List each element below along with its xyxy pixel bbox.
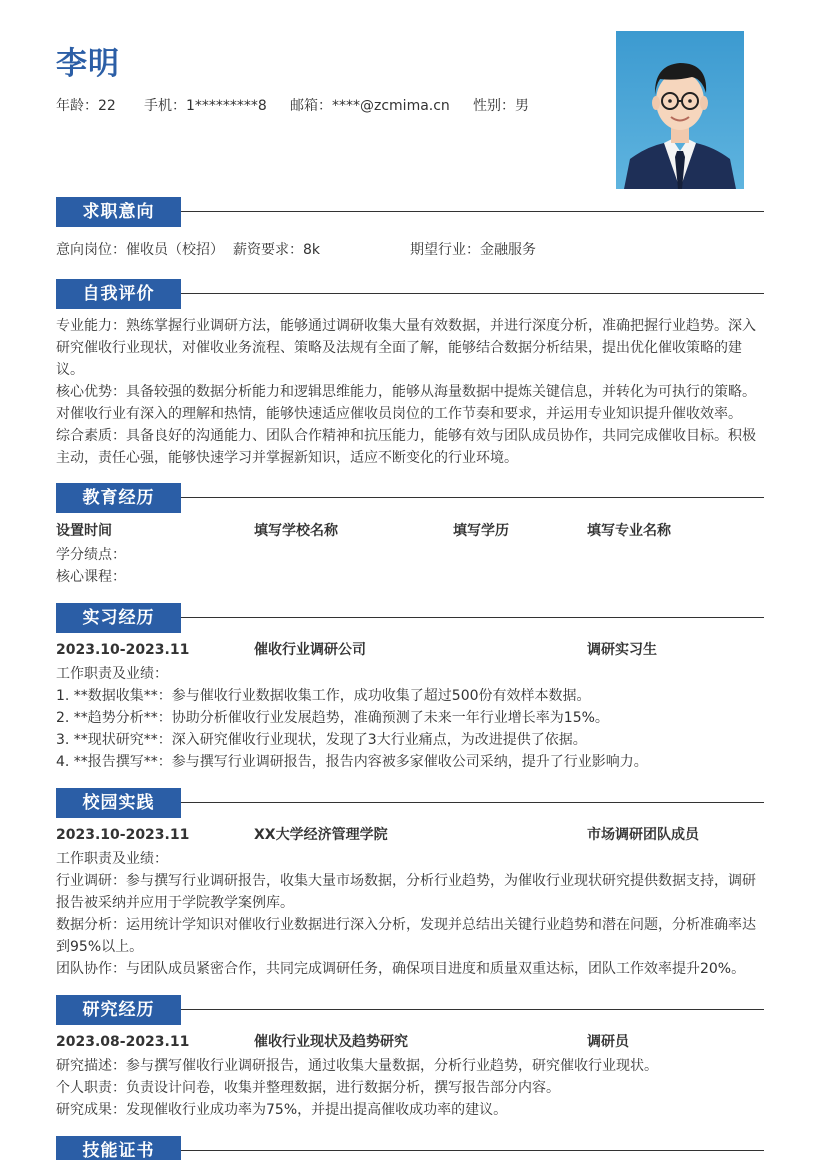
section-divider (181, 1009, 764, 1010)
section-header-research (56, 995, 764, 1025)
email: 邮箱：****@zcmima.cn (290, 98, 450, 114)
internship-details (56, 663, 764, 773)
school-name: 填写学校名称 (254, 523, 338, 539)
expected-industry: 期望行业：金融服务 (410, 242, 536, 258)
section-title: 实习经历 (56, 603, 181, 633)
campus-org: XX大学经济管理学院 (254, 827, 388, 843)
duty-label: 工作职责及业绩： (56, 666, 168, 682)
self-eval-professional: 专业能力：熟练掌握行业调研方法，能够通过调研收集大量有效数据，并进行深度分析，准确把握行业趋势。深入研究催收行业现状，对催收业务流程、策略及法规有全面了解，能够结合数据分析结果，提出优化催收策略的建议。 (56, 318, 756, 378)
section-header-internship (56, 603, 764, 633)
research-time: 2023.08-2023.11 (56, 1034, 190, 1050)
research-role: 调研员 (587, 1034, 629, 1050)
campus-time: 2023.10-2023.11 (56, 827, 190, 843)
core-courses: 核心课程： (56, 569, 126, 585)
campus-role: 市场调研团队成员 (587, 827, 699, 843)
list-item: 1. **数据收集**：参与催收行业数据收集工作，成功收集了超过500份有效样本数据。 (56, 688, 591, 704)
gpa: 学分绩点： (56, 547, 126, 563)
section-header-self-eval (56, 279, 764, 309)
portrait-illustration (616, 31, 744, 189)
campus-research: 行业调研：参与撰写行业调研报告，收集大量市场数据，分析行业趋势，为催收行业现状研究提供数据支持，调研报告被采纳并应用于学院教学案例库。 (56, 873, 756, 911)
section-divider (181, 293, 764, 294)
section-title: 技能证书 (56, 1136, 181, 1160)
section-header-education (56, 483, 764, 513)
internship-time: 2023.10-2023.11 (56, 642, 190, 658)
section-title: 求职意向 (56, 197, 181, 227)
campus-analysis: 数据分析：运用统计学知识对催收行业数据进行深入分析，发现并总结出关键行业趋势和潜在问题，分析准确率达到95%以上。 (56, 917, 756, 955)
internship-role: 调研实习生 (587, 642, 657, 658)
campus-details (56, 848, 764, 980)
section-title: 教育经历 (56, 483, 181, 513)
self-eval-strength: 核心优势：具备较强的数据分析能力和逻辑思维能力，能够从海量数据中提炼关键信息，并转化为可执行的策略。对催收行业有深入的理解和热情，能够快速适应催收员岗位的工作节奏和要求，并运用专业知识提升催收效率。 (56, 384, 756, 422)
self-evaluation (56, 315, 764, 469)
list-item: 4. **报告撰写**：参与撰写行业调研报告，报告内容被多家催收公司采纳，提升了行业影响力。 (56, 754, 648, 770)
section-title: 研究经历 (56, 995, 181, 1025)
section-divider (181, 497, 764, 498)
degree: 填写学历 (453, 523, 509, 539)
research-description: 研究描述：参与撰写催收行业调研报告，通过收集大量数据，分析行业趋势，研究催收行业现状。 (56, 1058, 658, 1074)
education-time: 设置时间 (56, 523, 112, 539)
research-duty: 个人职责：负责设计问卷，收集并整理数据，进行数据分析，撰写报告部分内容。 (56, 1080, 560, 1096)
basic-info (56, 95, 529, 115)
list-item: 3. **现状研究**：深入研究催收行业现状，发现了3大行业痛点，为改进提供了依据。 (56, 732, 587, 748)
candidate-name: 李明 (56, 46, 120, 82)
research-project: 催收行业现状及趋势研究 (254, 1034, 408, 1050)
list-item: 2. **趋势分析**：协助分析催收行业发展趋势，准确预测了未来一年行业增长率为15%。 (56, 710, 609, 726)
internship-company: 催收行业调研公司 (254, 642, 366, 658)
research-details (56, 1055, 764, 1121)
duty-label: 工作职责及业绩： (56, 851, 168, 867)
intended-position: 意向岗位：催收员（校招） (56, 242, 224, 258)
research-result: 研究成果：发现催收行业成功率为75%，并提出提高催收成功率的建议。 (56, 1102, 508, 1118)
section-divider (181, 211, 764, 212)
section-divider (181, 802, 764, 803)
section-divider (181, 617, 764, 618)
major: 填写专业名称 (587, 523, 671, 539)
self-eval-quality: 综合素质：具备良好的沟通能力、团队合作精神和抗压能力，能够有效与团队成员协作，共同完成催收目标。积极主动，责任心强，能够快速学习并掌握新知识，适应不断变化的行业环境。 (56, 428, 756, 466)
age: 年龄：22 (56, 98, 116, 114)
campus-teamwork: 团队协作：与团队成员紧密合作，共同完成调研任务，确保项目进度和质量双重达标，团队工作效率提升20%。 (56, 961, 746, 977)
section-title: 自我评价 (56, 279, 181, 309)
section-divider (181, 1150, 764, 1151)
gender: 性别：男 (473, 98, 529, 114)
phone: 手机：1*********8 (144, 98, 267, 114)
section-header-skills (56, 1136, 764, 1160)
section-title: 校园实践 (56, 788, 181, 818)
profile-photo (616, 31, 744, 189)
section-header-campus (56, 788, 764, 818)
salary-expectation: 薪资要求：8k (233, 242, 321, 258)
section-header-intent (56, 197, 764, 227)
